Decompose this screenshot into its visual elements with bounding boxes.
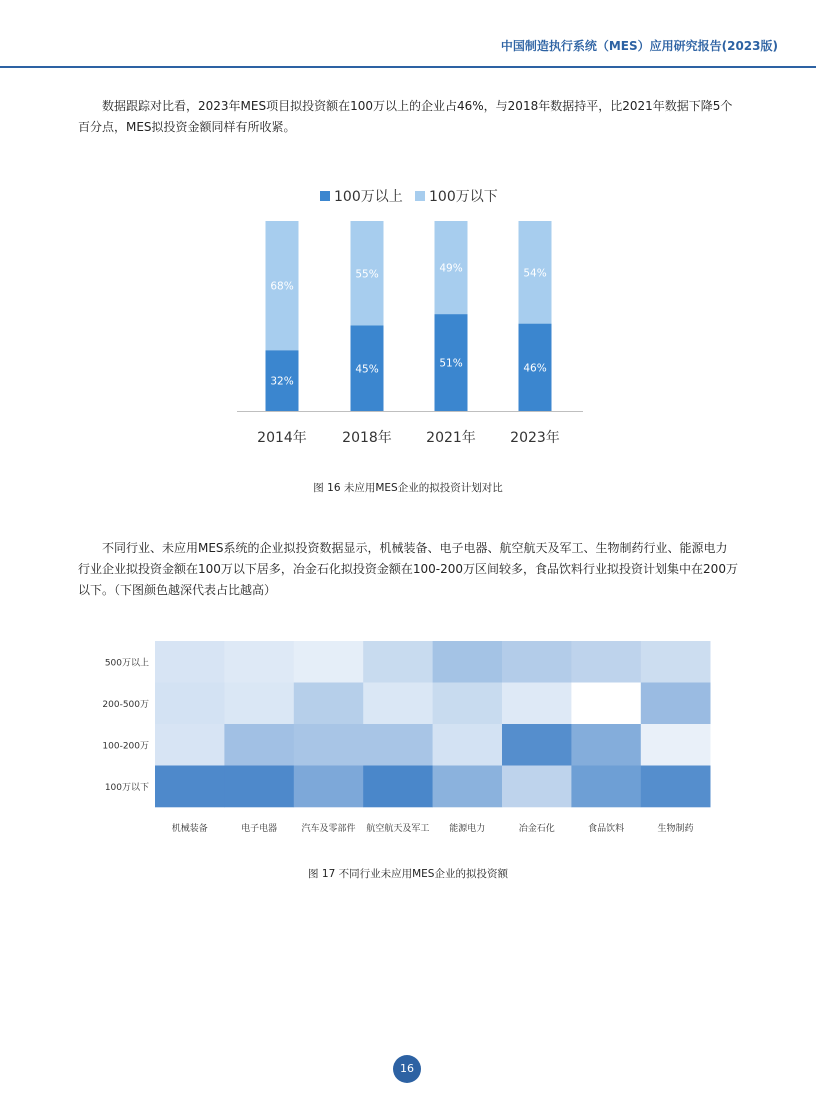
x-tick-label: 2014年	[257, 430, 307, 446]
x-tick-label: 2023年	[510, 430, 560, 446]
paragraph-1: 数据跟踪对比看，2023年MES项目拟投资额在100万以上的企业占46%，与2018年数据持平，比2021年数据下降5个百分点，MES拟投资金额同样有所收紧。	[78, 99, 733, 134]
heatmap-cell-r2-c4	[363, 683, 433, 725]
heatmap-cell-r1-c8	[641, 641, 711, 683]
heatmap-cell-r2-c3	[294, 683, 364, 725]
legend-label-1: 100万以上	[334, 189, 403, 205]
heatmap-cell-r3-c5	[433, 724, 503, 766]
header-title: 中国制造执行系统（MES）应用研究报告(2023版)	[500, 39, 778, 53]
heatmap-cell-r3-c4	[363, 724, 433, 766]
y-tick-label: 200-500万	[102, 699, 149, 710]
x-tick-label: 2018年	[342, 430, 392, 446]
legend-label-2: 100万以下	[429, 189, 498, 205]
x-tick-label: 2021年	[426, 430, 476, 446]
heatmap-cell-r1-c5	[433, 641, 503, 683]
figure-16-caption: 图 16 未应用MES企业的拟投资计划对比	[313, 482, 503, 494]
heatmap-cell-r2-c2	[224, 683, 294, 725]
x-tick-label: 食品饮料	[588, 824, 625, 834]
data-label: 68%	[270, 280, 294, 293]
data-label: 45%	[355, 363, 379, 376]
heatmap-cell-r4-c2	[224, 766, 294, 808]
heatmap-cell-r3-c7	[571, 724, 641, 766]
heatmap-cell-r2-c1	[155, 683, 225, 725]
heatmap-cell-r3-c8	[641, 724, 711, 766]
x-tick-label: 机械装备	[171, 824, 208, 834]
heatmap-cell-r3-c1	[155, 724, 225, 766]
heatmap-cell-r1-c3	[294, 641, 364, 683]
heatmap-cell-r4-c5	[433, 766, 503, 808]
heatmap-cell-r4-c4	[363, 766, 433, 808]
heatmap-cell-r2-c6	[502, 683, 572, 725]
data-label: 51%	[439, 357, 463, 370]
data-label: 32%	[270, 375, 294, 388]
x-tick-label: 能源电力	[449, 824, 486, 834]
paragraph-2: 不同行业、未应用MES系统的企业拟投资数据显示，机械装备、电子电器、航空航天及军工、生物制药行业、能源电力行业企业拟投资金额在100万以下居多，冶金石化拟投资金额在100-200万区间较多，食品饮料行业拟投资计划集中在200万以下。（下图颜色越深代表占比越高）	[78, 541, 738, 597]
heatmap-cell-r2-c7	[571, 683, 641, 725]
heatmap-cell-r3-c6	[502, 724, 572, 766]
data-label: 54%	[523, 267, 547, 280]
heatmap-cell-r2-c8	[641, 683, 711, 725]
y-tick-label: 100万以下	[104, 782, 149, 793]
data-label: 49%	[439, 262, 463, 275]
x-tick-label: 航空航天及军工	[366, 824, 430, 834]
y-tick-label: 500万以上	[104, 658, 149, 669]
x-tick-label: 冶金石化	[518, 824, 555, 834]
data-label: 55%	[355, 268, 379, 281]
heatmap-cell-r3-c3	[294, 724, 364, 766]
figure-17-caption: 图 17 不同行业未应用MES企业的拟投资额	[308, 868, 508, 880]
heatmap-cell-r4-c1	[155, 766, 225, 808]
x-tick-label: 汽车及零部件	[301, 824, 356, 834]
x-tick-label: 生物制药	[657, 824, 694, 834]
heatmap-cell-r4-c7	[571, 766, 641, 808]
heatmap-cell-r3-c2	[224, 724, 294, 766]
heatmap-cell-r1-c4	[363, 641, 433, 683]
page-number: 16	[393, 1055, 421, 1083]
heatmap-cell-r1-c6	[502, 641, 572, 683]
heatmap-cell-r1-c1	[155, 641, 225, 683]
heatmap-cell-r2-c5	[433, 683, 503, 725]
heatmap-cell-r4-c3	[294, 766, 364, 808]
heatmap-cell-r4-c8	[641, 766, 711, 808]
heatmap-cell-r1-c7	[571, 641, 641, 683]
heatmap-cell-r4-c6	[502, 766, 572, 808]
x-tick-label: 电子电器	[241, 824, 278, 834]
data-label: 46%	[523, 362, 547, 375]
heatmap-cell-r1-c2	[224, 641, 294, 683]
y-tick-label: 100-200万	[102, 741, 149, 752]
